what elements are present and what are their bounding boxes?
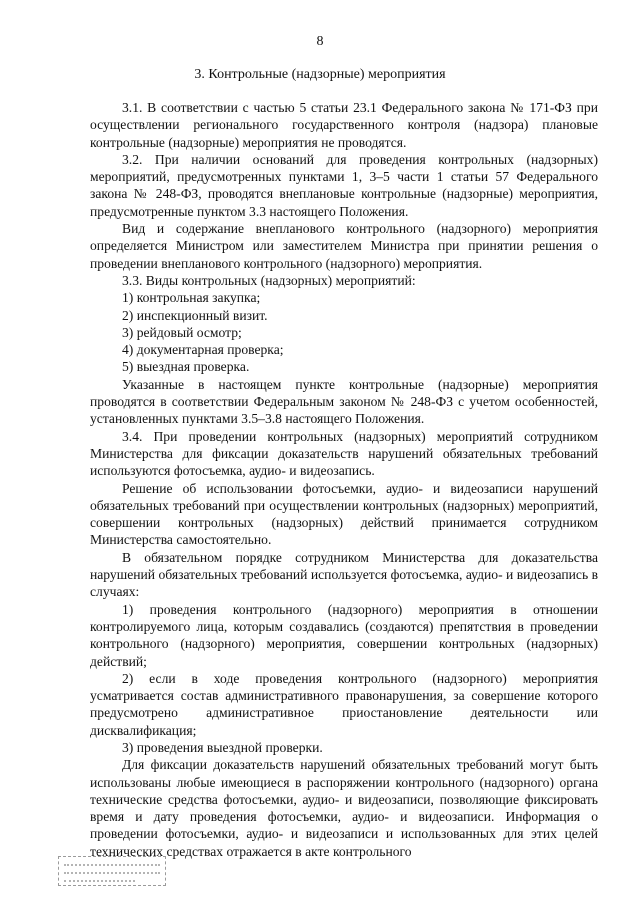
page-number: 8 [316, 34, 324, 49]
paragraph-decision: Решение об использовании фотосъемки, аудио- и видеозаписи нарушений обязательных требований при осуществлении контрольных (надзорных) мероприятий, совершении контрольных (надзорных) действий принимается сотрудником Министерства самостоятельно. [90, 480, 598, 548]
list-item: 3) проведения выездной проверки. [122, 739, 323, 755]
paragraph-mandatory: В обязательном порядке сотрудником Министерства для доказательства нарушений обязательных требований используется фотосъемка, аудио- и видеозапись в случаях: [90, 549, 598, 600]
list-item: 2) если в ходе проведения контрольного (надзорного) мероприятия усматривается состав административного правонарушения, за совершение которого предусмотрено административное приостановление деятельности или дисквалификация; [90, 670, 598, 738]
list-item: 1) проведения контрольного (надзорного) мероприятия в отношении контролируемого лица, которым создавались (создаются) препятствия в проведении контрольного (надзорного) мероприятия, совершении контрольных (надзорных) действий; [90, 601, 598, 669]
cases-list [90, 601, 598, 757]
list-item: 5) выездная проверка. [122, 359, 250, 375]
list-item: 3) рейдовый осмотр; [122, 324, 242, 340]
paragraph-3-1: 3.1. В соответствии с частью 5 статьи 23.1 Федерального закона № 171-ФЗ при осуществлении регионального государственного контроля (надзора) плановые контрольные (надзорные) мероприятия не проводятся. [90, 100, 598, 150]
signature-stamp [58, 856, 166, 886]
paragraph-3-2: 3.2. При наличии оснований для проведения контрольных (надзорных) мероприятий, предусмотренных пунктами 1, 3–5 части 1 статьи 57 Федерального закона № 248-ФЗ, проводятся внеплановые контрольные (надзорные) мероприятия, предусмотренные пунктом 3.3 настоящего Положения. [90, 151, 598, 219]
list-item: 2) инспекционный визит. [122, 307, 268, 323]
list-item: 4) документарная проверка; [122, 342, 284, 358]
paragraph-fixation: Для фиксации доказательств нарушений обязательных требований могут быть использованы любые имеющиеся в распоряжении контрольного (надзорного) органа технические средства фотосъемки, аудио- и видеозаписи, позволяющие фиксировать время и дату проведения фотосъемки, аудио- и видеозаписи. Информация о проведении фотосъемки, аудио- и видеозаписи и использованных для этих целей технических средствах отражается в акте контрольного [90, 757, 598, 859]
paragraph-3-3: 3.3. Виды контрольных (надзорных) мероприятий: [122, 272, 416, 288]
paragraph-indicated-measures: Указанные в настоящем пункте контрольные (надзорные) мероприятия проводятся в соответствии Федеральным законом № 248-ФЗ с учетом особенностей, установленных пунктами 3.5–3.8 настоящего Положения. [90, 376, 598, 427]
paragraph-3-4: 3.4. При проведении контрольных (надзорных) мероприятий сотрудником Министерства для фиксации доказательств нарушений обязательных требований используются фотосъемка, аудио- и видеозапись. [90, 428, 598, 479]
section-heading: 3. Контрольные (надзорные) мероприятия [194, 67, 446, 82]
paragraph-kind-content: Вид и содержание внепланового контрольного (надзорного) мероприятия определяется Министром или заместителем Министра при принятии решения о проведении внепланового контрольного (надзорного) мероприятия. [90, 221, 598, 271]
document-body [90, 99, 598, 860]
measure-types-list [90, 289, 598, 375]
list-item: 1) контрольная закупка; [122, 290, 261, 306]
